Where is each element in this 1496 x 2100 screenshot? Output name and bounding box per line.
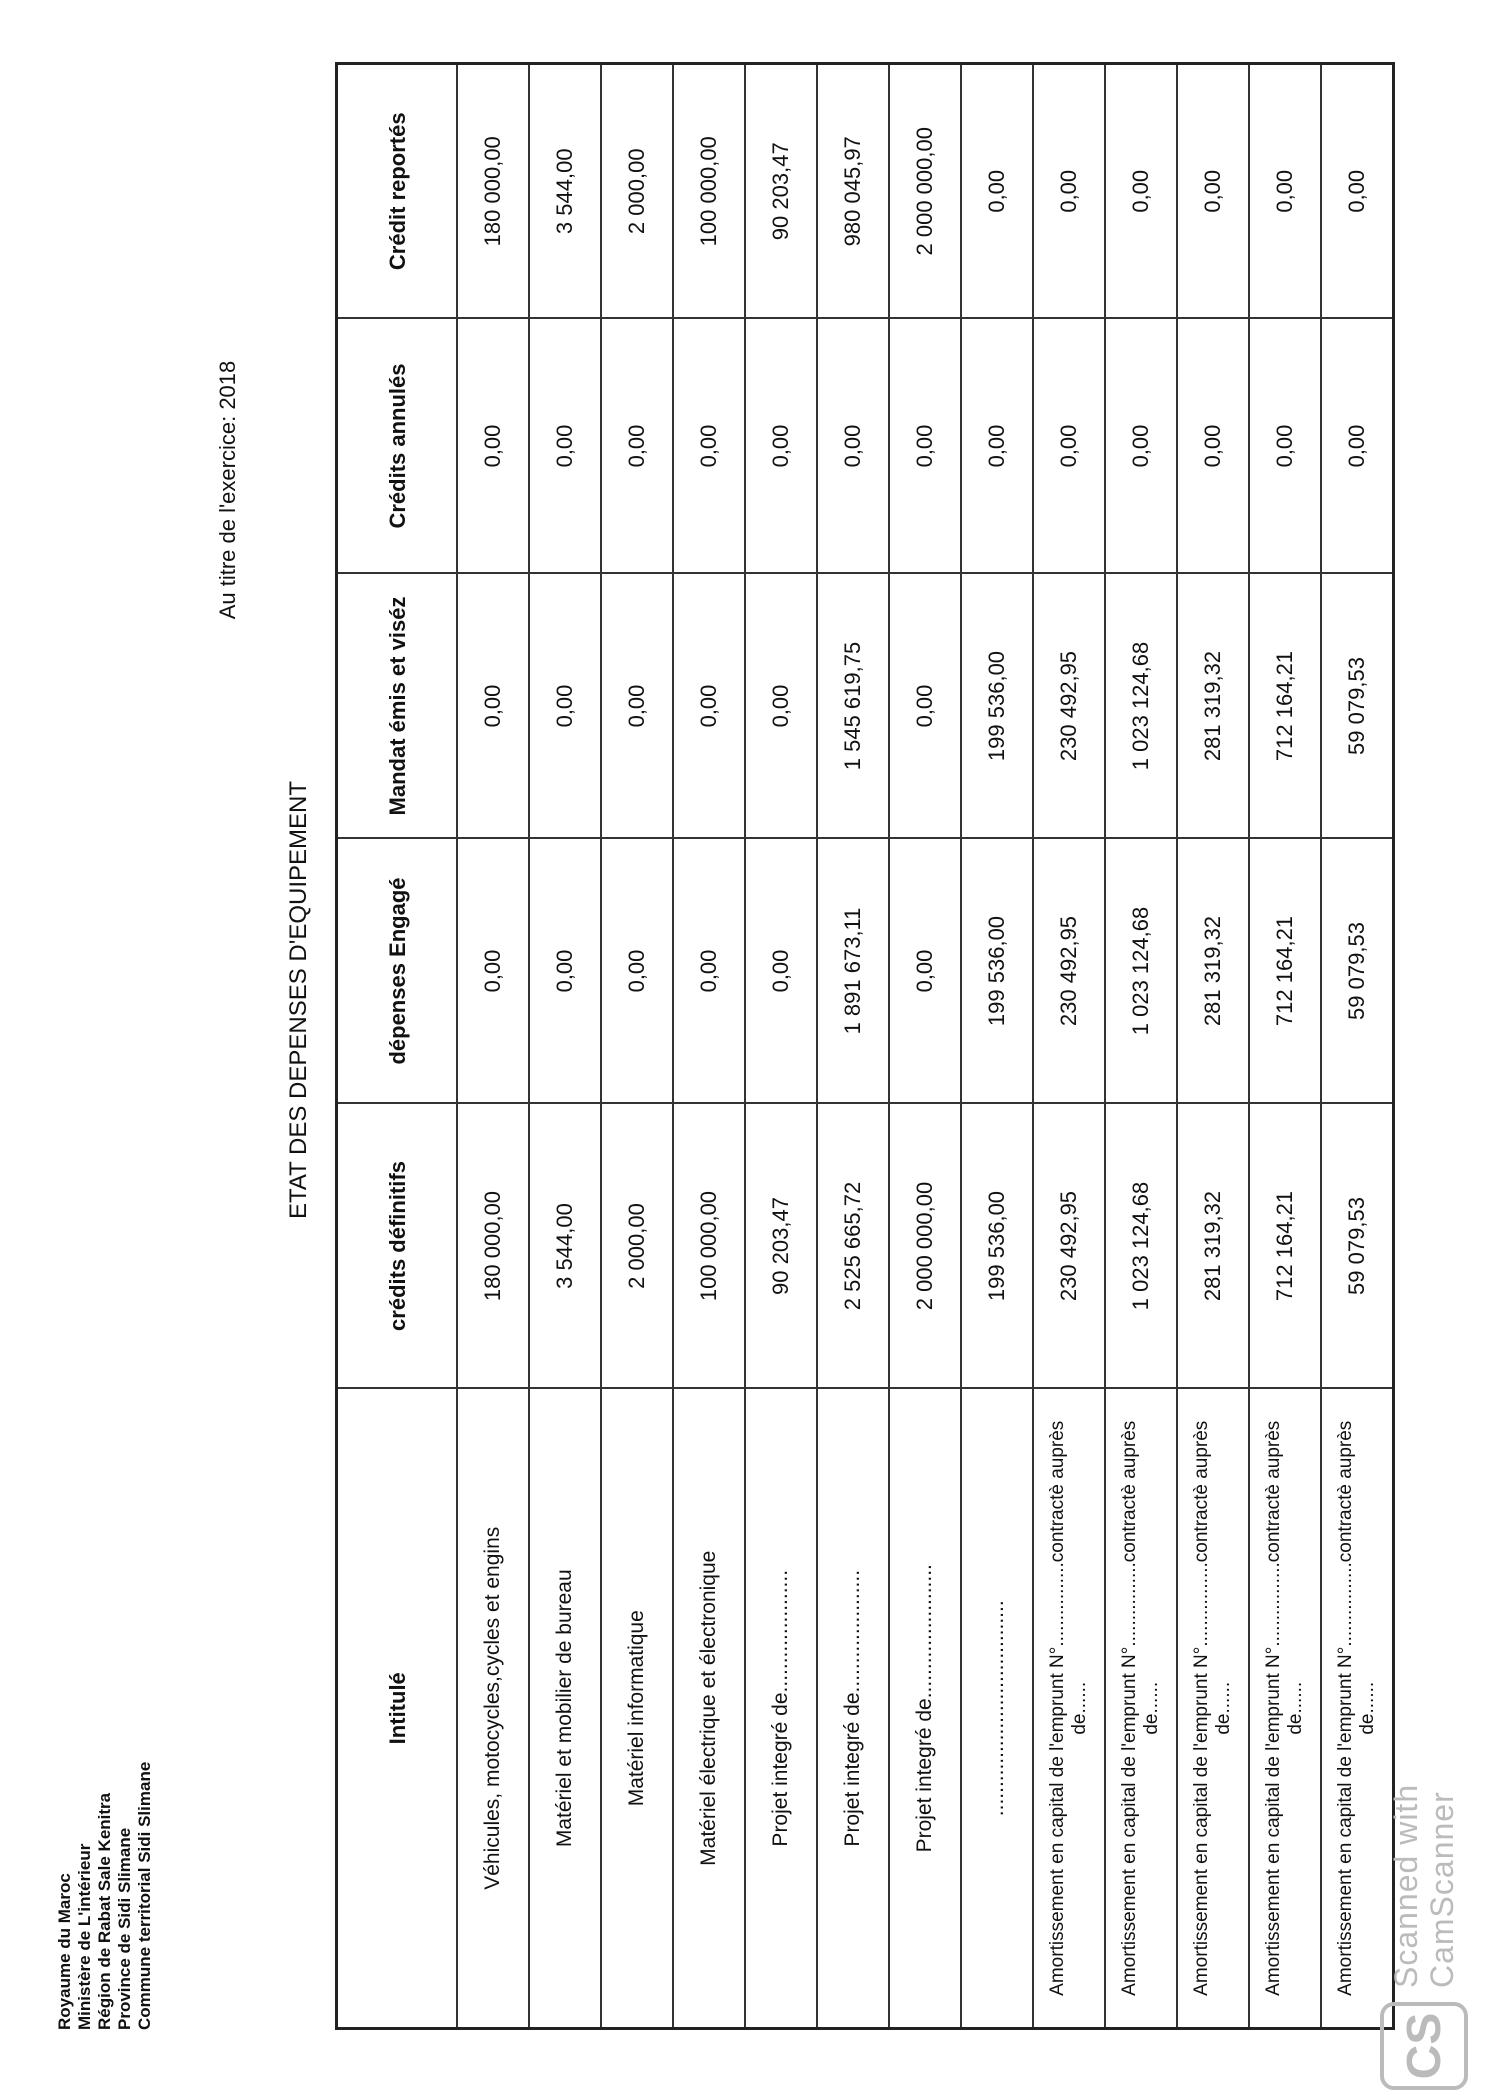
header-line: Ministère de L'intérieur (75, 1843, 94, 2030)
cell-reportes: 100 000,00 (673, 64, 745, 319)
cell-reportes: 3 544,00 (529, 64, 601, 319)
cell-annules: 0,00 (889, 319, 961, 574)
cell-mandat: 0,00 (529, 574, 601, 839)
cell-credits: 1 023 124,68 (1105, 1104, 1177, 1389)
cell-annules: 0,00 (1033, 319, 1105, 574)
cell-reportes: 980 045,97 (817, 64, 889, 319)
cell-credits: 59 079,53 (1321, 1104, 1394, 1389)
cell-annules: 0,00 (1177, 319, 1249, 574)
cell-annules: 0,00 (1105, 319, 1177, 574)
cell-annules: 0,00 (745, 319, 817, 574)
cell-engage: 0,00 (673, 839, 745, 1104)
cell-engage: 59 079,53 (1321, 839, 1394, 1104)
column-header: crédits définitifs (337, 1104, 458, 1389)
cell-credits: 712 164,21 (1249, 1104, 1321, 1389)
cell-credits: 230 492,95 (1033, 1104, 1105, 1389)
row-label: Matériel électrique et électronique (673, 1389, 745, 2029)
header-line: Région de Rabat Sale Kenitra (95, 1792, 114, 2030)
table-row (889, 64, 961, 2029)
row-label: Amortissement en capital de l'emprunt N°................contractè auprès de...... (1177, 1389, 1249, 2029)
table-row (1177, 64, 1249, 2029)
watermark-text (1388, 1784, 1460, 1988)
camscanner-logo-icon: CS (1380, 2002, 1468, 2090)
table-row (1033, 64, 1105, 2029)
cell-engage: 199 536,00 (961, 839, 1033, 1104)
cell-mandat: 0,00 (745, 574, 817, 839)
cell-reportes: 0,00 (1177, 64, 1249, 319)
cell-credits: 2 000 000,00 (889, 1104, 961, 1389)
header-line: Province de Sidi Slimane (115, 1827, 134, 2030)
cell-annules: 0,00 (1249, 319, 1321, 574)
cell-credits: 2 525 665,72 (817, 1104, 889, 1389)
row-label: Projet integré de..................... (745, 1389, 817, 2029)
cell-annules: 0,00 (961, 319, 1033, 574)
cell-mandat: 59 079,53 (1321, 574, 1394, 839)
column-header: Intitulé (337, 1389, 458, 2029)
table-row (745, 64, 817, 2029)
header-line: Commune territorial Sidi Slimane (135, 1761, 154, 2030)
column-header: Mandat émis et viséz (337, 574, 458, 839)
cell-mandat: 0,00 (601, 574, 673, 839)
table-row (1105, 64, 1177, 2029)
row-label: Projet integré de..................... (817, 1389, 889, 2029)
table-row (961, 64, 1033, 2029)
row-label: Amortissement en capital de l'emprunt N°................contractè auprès de...... (1033, 1389, 1105, 2029)
row-label: Matériel informatique (601, 1389, 673, 2029)
table-row (601, 64, 673, 2029)
cell-engage: 281 319,32 (1177, 839, 1249, 1104)
table-row (673, 64, 745, 2029)
row-label: Amortissement en capital de l'emprunt N°................contractè auprès de...... (1249, 1389, 1321, 2029)
watermark-line: CamScanner (1424, 1791, 1460, 1988)
row-label: Véhicules, motocycles,cycles et engins (457, 1389, 529, 2029)
table-row (529, 64, 601, 2029)
cell-engage: 0,00 (457, 839, 529, 1104)
cell-mandat: 281 319,32 (1177, 574, 1249, 839)
cell-mandat: 712 164,21 (1249, 574, 1321, 839)
cell-engage: 0,00 (529, 839, 601, 1104)
cell-annules: 0,00 (529, 319, 601, 574)
cell-engage: 712 164,21 (1249, 839, 1321, 1104)
cell-credits: 2 000,00 (601, 1104, 673, 1389)
cell-credits: 3 544,00 (529, 1104, 601, 1389)
cell-reportes: 2 000,00 (601, 64, 673, 319)
cell-reportes: 0,00 (1105, 64, 1177, 319)
row-label: Amortissement en capital de l'emprunt N°................contractè auprès de...... (1105, 1389, 1177, 2029)
cell-annules: 0,00 (601, 319, 673, 574)
cell-reportes: 90 203,47 (745, 64, 817, 319)
cell-reportes: 0,00 (1033, 64, 1105, 319)
cell-engage: 1 023 124,68 (1105, 839, 1177, 1104)
cell-annules: 0,00 (457, 319, 529, 574)
expenses-table (335, 62, 1395, 2030)
cell-credits: 180 000,00 (457, 1104, 529, 1389)
table-row (817, 64, 889, 2029)
watermark-line: Scanned with (1388, 1783, 1424, 1988)
table-row (1321, 64, 1394, 2029)
table-body (457, 64, 1394, 2029)
cell-annules: 0,00 (817, 319, 889, 574)
cell-mandat: 1 545 619,75 (817, 574, 889, 839)
cell-reportes: 2 000 000,00 (889, 64, 961, 319)
cell-mandat: 0,00 (673, 574, 745, 839)
cell-reportes: 0,00 (1321, 64, 1394, 319)
cell-mandat: 0,00 (889, 574, 961, 839)
row-label: ..................................... (961, 1389, 1033, 2029)
row-label: Matériel et mobilier de bureau (529, 1389, 601, 2029)
cell-mandat: 1 023 124,68 (1105, 574, 1177, 839)
cell-mandat: 230 492,95 (1033, 574, 1105, 839)
cell-engage: 230 492,95 (1033, 839, 1105, 1104)
cell-engage: 0,00 (745, 839, 817, 1104)
cell-credits: 100 000,00 (673, 1104, 745, 1389)
camscanner-watermark (1380, 1784, 1468, 2090)
table-header-row (337, 64, 458, 2029)
cell-engage: 0,00 (601, 839, 673, 1104)
column-header: Crédits annulés (337, 319, 458, 574)
row-label: Amortissement en capital de l'emprunt N°................contractè auprès de...... (1321, 1389, 1394, 2029)
cell-mandat: 0,00 (457, 574, 529, 839)
administrative-header (55, 1762, 155, 2030)
cell-annules: 0,00 (1321, 319, 1394, 574)
table-row (1249, 64, 1321, 2029)
cell-engage: 1 891 673,11 (817, 839, 889, 1104)
cell-credits: 199 536,00 (961, 1104, 1033, 1389)
cell-credits: 281 319,32 (1177, 1104, 1249, 1389)
document-title: ETAT DES DEPENSES D'EQUIPEMENT (285, 781, 312, 1219)
row-label: Projet integré de....................... (889, 1389, 961, 2029)
cell-reportes: 180 000,00 (457, 64, 529, 319)
cell-mandat: 199 536,00 (961, 574, 1033, 839)
cell-reportes: 0,00 (1249, 64, 1321, 319)
column-header: Crédit reportés (337, 64, 458, 319)
cell-annules: 0,00 (673, 319, 745, 574)
exercise-year: Au titre de l'exercice: 2018 (215, 360, 240, 620)
cell-engage: 0,00 (889, 839, 961, 1104)
header-line: Royaume du Maroc (55, 1873, 74, 2030)
table-row (457, 64, 529, 2029)
cell-reportes: 0,00 (961, 64, 1033, 319)
column-header: dépenses Engagé (337, 839, 458, 1104)
cell-credits: 90 203,47 (745, 1104, 817, 1389)
